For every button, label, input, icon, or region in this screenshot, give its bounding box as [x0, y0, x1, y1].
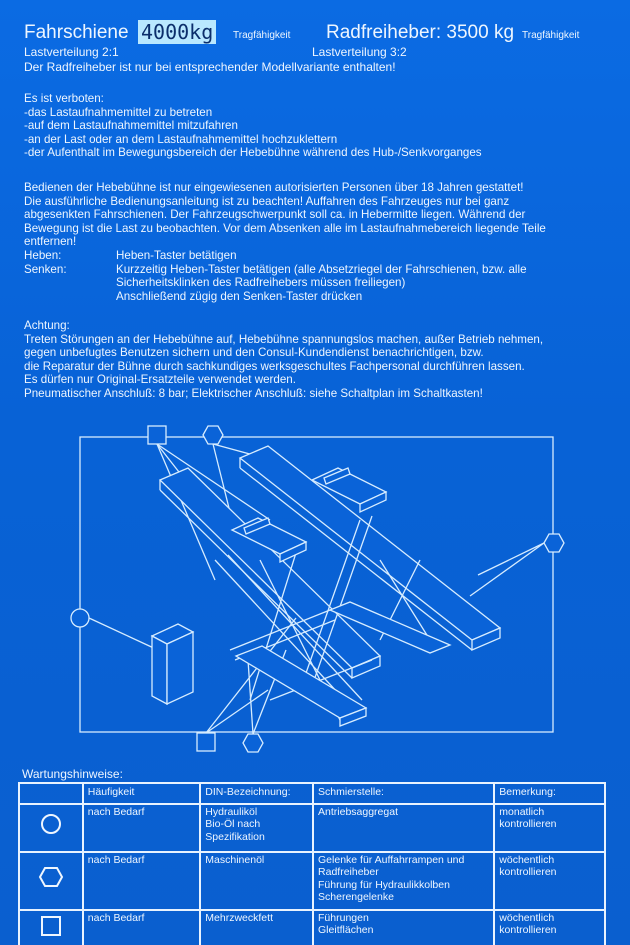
prohibited-item: -das Lastaufnahmemittel zu betreten — [24, 105, 213, 119]
hexagon-marker-right — [544, 534, 564, 552]
attention-heading: Achtung: — [24, 319, 70, 332]
hexagon-marker-top — [203, 426, 223, 444]
rail-capacity-suffix: Tragfähigkeit — [233, 30, 291, 41]
rail-distribution: Lastverteilung 2:1 — [24, 45, 119, 59]
operation-line: Bedienen der Hebebühne ist nur eingewiesenen autorisierten Personen über 18 Jahren gestattet! — [24, 181, 524, 194]
table-cell: nach Bedarf — [83, 852, 201, 910]
prohibited-item: -auf dem Lastaufnahmemittel mitzufahren — [24, 119, 238, 133]
table-header: Häufigkeit — [83, 783, 201, 804]
circle-symbol-icon — [39, 812, 63, 836]
table-header: Bemerkung: — [494, 783, 605, 804]
table-cell: Antriebsaggregat — [313, 804, 494, 852]
lift-instruction — [24, 249, 546, 263]
table-cell: wöchentlich kontrollieren — [494, 910, 605, 945]
lower-instruction-cont — [24, 276, 546, 290]
attention-line: Treten Störungen an der Hebebühne auf, Hebebühne spannungslos machen, außer Betrieb nehmen, — [24, 332, 544, 346]
power-unit-box — [152, 624, 193, 704]
prohibited-heading: Es ist verboten: — [24, 92, 104, 105]
square-marker-top — [148, 426, 166, 444]
circle-marker-left — [71, 609, 89, 627]
operation-line: Die ausführliche Bedienungsanleitung ist zu beachten! Auffahren des Fahrzeuges nur bei ganz — [24, 194, 510, 208]
attention-line: gegen unbefugtes Benutzen sichern und den Consul-Kundendienst benachrichtigen, bzw. — [24, 346, 484, 360]
table-cell: Gelenke für Auffahrrampen und Radfreiheber Führung für Hydraulikkolben Scherengelenke — [313, 852, 494, 910]
symbol-cell — [19, 852, 83, 910]
operation-section — [24, 181, 546, 303]
table-cell: nach Bedarf — [83, 804, 201, 852]
wheel-lifter-suffix: Tragfähigkeit — [522, 30, 580, 41]
wheel-lifter-title: Radfreiheber: 3500 kg — [326, 22, 515, 43]
table-cell: wöchentlich kontrollieren — [494, 852, 605, 910]
square-symbol-icon — [39, 914, 63, 938]
table-cell: monatlich kontrollieren — [494, 804, 605, 852]
maintenance-table — [18, 782, 606, 945]
hexagon-marker-bottom — [243, 734, 263, 752]
square-marker-bottom — [197, 733, 215, 751]
hexagon-symbol-icon — [38, 865, 64, 889]
table-header: Schmierstelle: — [313, 783, 494, 804]
table-cell: Führungen Gleitflächen — [313, 910, 494, 945]
prohibited-section — [24, 92, 482, 160]
lower-instruction-cont — [24, 290, 546, 304]
wheel-lifter-distribution: Lastverteilung 3:2 — [312, 45, 407, 59]
lower-text: Sicherheitsklinken des Radfreihebers müssen freiliegen) — [116, 276, 406, 290]
table-cell: Mehrzweckfett — [200, 910, 313, 945]
prohibited-item: -an der Last oder an dem Lastaufnahmemittel hochzuklettern — [24, 132, 338, 146]
table-cell: nach Bedarf — [83, 910, 201, 945]
attention-line: Pneumatischer Anschluß: 8 bar; Elektrischer Anschluß: siehe Schaltplan im Schaltkasten! — [24, 386, 483, 400]
prohibited-item: -der Aufenthalt im Bewegungsbereich der Hebebühne während des Hub-/Senkvorganges — [24, 146, 482, 160]
scissor-lift-diagram — [0, 420, 630, 765]
attention-line: Es dürfen nur Original-Ersatzteile verwendet werden. — [24, 373, 296, 387]
attention-line: die Reparatur der Bühne durch sachkundiges werksgeschultes Fachpersonal durchführen lassen. — [24, 359, 525, 373]
spacer — [24, 290, 116, 304]
table-header-row — [19, 783, 605, 804]
lower-label: Senken: — [24, 262, 67, 276]
operation-line: abgesenkten Fahrschienen. Der Fahrzeugschwerpunkt soll ca. in Hebermitte liegen. Während der — [24, 208, 526, 222]
symbol-cell — [19, 910, 83, 945]
lower-text: Anschließend zügig den Senken-Taster drücken — [116, 289, 363, 303]
lift-label: Heben: — [24, 248, 62, 262]
table-header: DIN-Bezeichnung: — [200, 783, 313, 804]
table-row — [19, 910, 605, 945]
table-header-symbol — [19, 783, 83, 804]
rail-title: Fahrschiene — [24, 22, 129, 43]
table-row — [19, 804, 605, 852]
table-cell: Maschinenöl — [200, 852, 313, 910]
rail-capacity-sticker: 4000kg — [138, 20, 216, 44]
symbol-cell — [19, 804, 83, 852]
lower-instruction — [24, 263, 546, 277]
lift-text: Heben-Taster betätigen — [116, 248, 237, 262]
lower-text: Kurzzeitig Heben-Taster betätigen (alle Absetzriegel der Fahrschienen, bzw. alle — [116, 262, 527, 276]
table-row — [19, 852, 605, 910]
operation-line: entfernen! — [24, 235, 77, 249]
maintenance-title: Wartungshinweise: — [22, 767, 123, 781]
operation-line: Bewegung ist die Last zu beobachten. Vor dem Absenken alle im Lastaufnahmebereich liegende Teile — [24, 221, 546, 235]
model-variant-note: Der Radfreiheber ist nur bei entsprechender Modellvariante enthalten! — [24, 60, 396, 74]
spacer — [24, 276, 116, 290]
attention-section — [24, 319, 543, 401]
table-cell: Hydrauliköl Bio-Öl nach Spezifikation — [200, 804, 313, 852]
